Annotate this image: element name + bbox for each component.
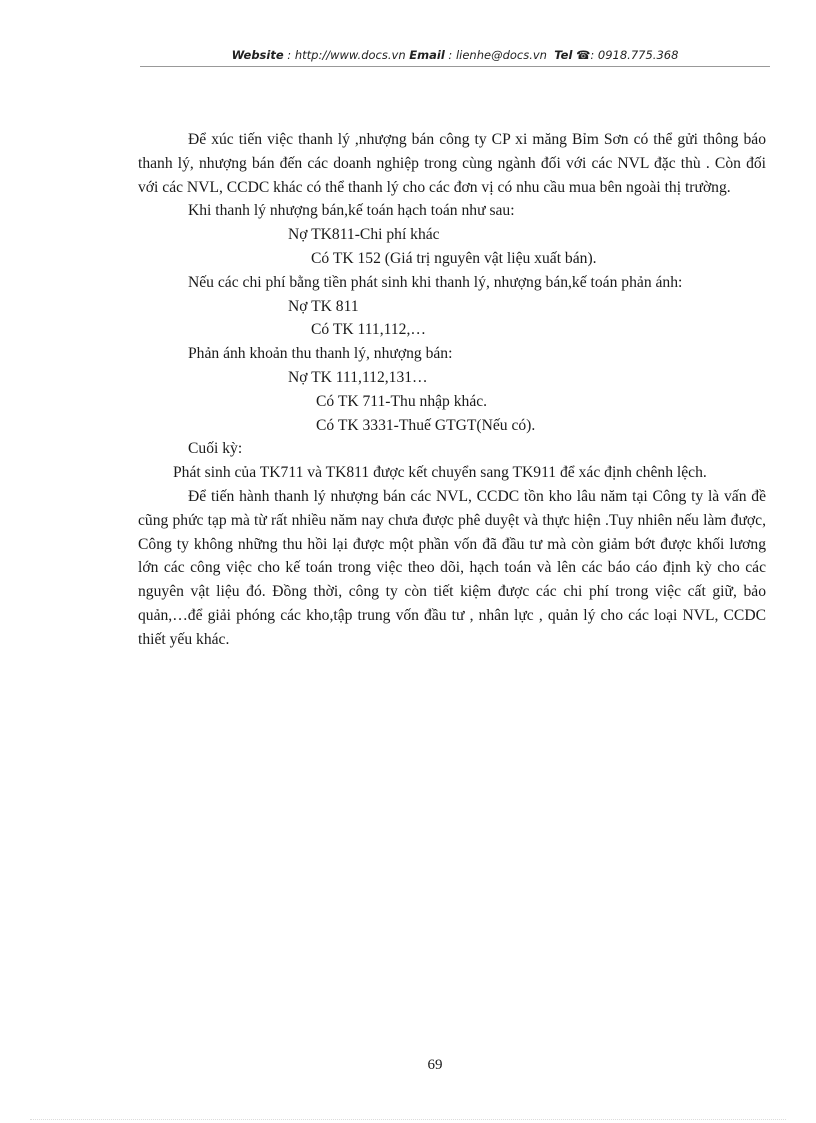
entry-credit-111-112: Có TK 111,112,… [311,321,426,339]
phone-icon: ☎ [576,48,591,62]
page-header [140,48,770,62]
entry-credit-152: Có TK 152 (Giá trị nguyên vật liệu xuất bán). [311,249,597,267]
entry-debit-111-112-131: Nợ TK 111,112,131… [288,368,428,386]
tel-number: : 0918.775.368 [590,48,679,62]
entry-credit-3331: Có TK 3331-Thuế GTGT(Nếu có). [316,416,536,434]
entry-debit-811: Nợ TK811-Chi phí khác [288,226,440,244]
paragraph-intro: Để xúc tiến việc thanh lý ,nhượng bán công ty CP xi măng Bỉm Sơn có thể gửi thông báo thanh lý, nhượng bán đến các doanh nghiệp trong cùng ngành đối với các NVL đặc thù . Còn đối với các NVL, CCDC khác có thể thanh lý cho các đơn vị có nhu cầu mua bên ngoài thị trường. [138,131,766,196]
header-divider [140,66,770,67]
paragraph-cash-costs: Nếu các chi phí bằng tiền phát sinh khi thanh lý, nhượng bán,kế toán phản ánh: [188,273,683,291]
entry-debit-811-costs: Nợ TK 811 [288,297,359,315]
footer-divider [30,1119,786,1120]
website-label: Website [231,48,284,62]
email-separator: : [444,48,456,62]
paragraph-revenue: Phản ánh khoản thu thanh lý, nhượng bán: [188,345,453,363]
document-body [138,128,766,652]
paragraph-transfer: Phát sinh của TK711 và TK811 được kết chuyển sang TK911 để xác định chênh lệch. [173,464,707,482]
page-number: 69 [427,1057,443,1073]
website-link[interactable]: http://www.docs.vn [294,48,406,62]
email-label: Email [409,48,445,62]
paragraph-period-end: Cuối kỳ: [188,440,243,458]
email-link[interactable]: lienhe@docs.vn [455,48,547,62]
entry-credit-711: Có TK 711-Thu nhập khác. [316,392,488,410]
paragraph-accounting-entry: Khi thanh lý nhượng bán,kế toán hạch toán như sau: [188,202,515,220]
website-separator: : [283,48,295,62]
paragraph-conclusion: Để tiến hành thanh lý nhượng bán các NVL, CCDC tồn kho lâu năm tại Công ty là vấn đề cũng phức tạp mà từ rất nhiều năm nay chưa được phê duyệt và thực hiện .Tuy nhiên nếu làm được, Công ty không những thu hồi lại được một phần vốn đã đầu tư mà còn giảm bớt được khối lương lớn các công việc cho kế toán trong việc theo dõi, hạch toán và lên các báo cáo định kỳ cho các nguyên vật liệu đó. Đồng thời, công ty còn tiết kiệm được các chi phí trong việc cất giữ, bảo quản,…để giải phóng các kho,tập trung vốn đầu tư , nhân lực , quản lý cho các loại NVL, CCDC thiết yếu khác. [138,487,766,648]
tel-label: Tel [554,48,573,62]
